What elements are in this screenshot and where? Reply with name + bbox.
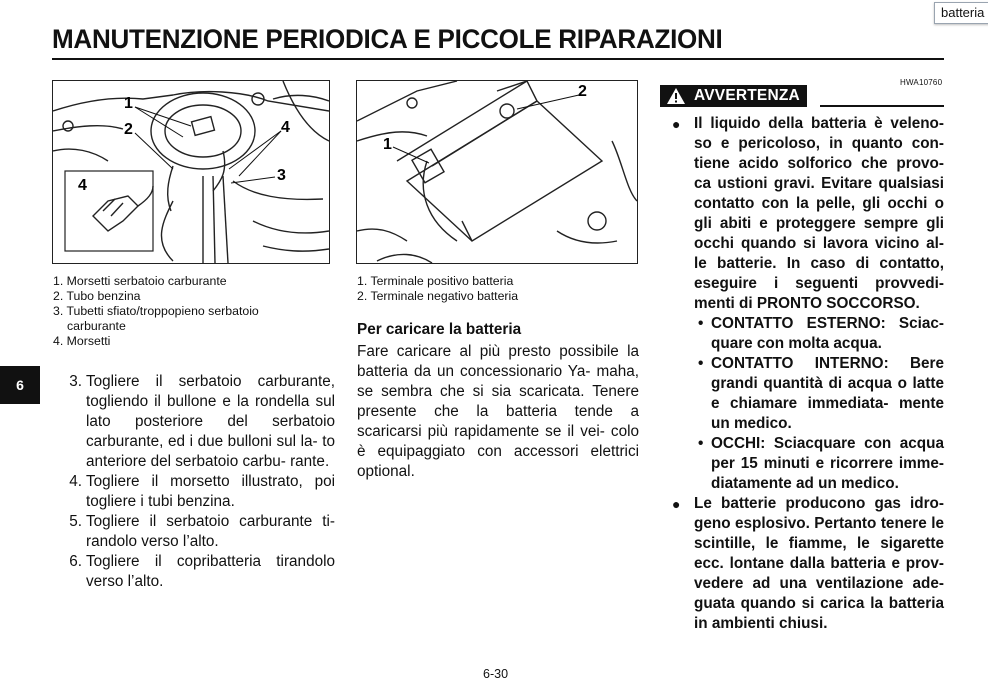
callout-1: 1 (124, 95, 133, 112)
warning-item: ● Il liquido della batteria è veleno- so e pericoloso, in quanto con- tiene acido solforico che provo- ca ustioni gravi. Evitare qualsiasi contatto con la pelle, gli occhi o gli abiti e proteggere sempre gli occhi quando si lavora vicino al- le batterie. In caso di contatto, eseguire i seguenti provvedi- menti di PRONTO SOCCORSO. (672, 115, 944, 312)
callout-3: 3 (277, 167, 286, 184)
step-item: 4. Togliere il morsetto illustrato, poi togliere i tubi benzina. (69, 473, 335, 510)
callout-4: 4 (281, 119, 290, 136)
figure1-caption (53, 274, 333, 349)
warning-subitem: • CONTATTO ESTERNO: Sciac- quare con molta acqua. (698, 315, 944, 352)
charging-heading: Per caricare la batteria (357, 321, 522, 338)
warning-triangle-icon (666, 87, 686, 105)
search-input[interactable]: batteria (934, 2, 988, 24)
bullet-icon: ● (672, 496, 681, 512)
bullet-icon: ● (672, 116, 681, 132)
caption-item: 2. Tubo benzina (53, 289, 141, 303)
page-number: 6-30 (483, 667, 509, 681)
step-item: 3. Togliere il serbatoio carburante, togliendo il bullone e la rondella sul lato posteriore del serbatoio carburante, ed i due bulloni sul la- to anteriore del serbatoio carbu- rante. (69, 373, 335, 470)
battery-figure (356, 80, 638, 264)
caption-item: 1. Morsetti serbatoio carburante (53, 274, 227, 288)
page-title: MANUTENZIONE PERIODICA E PICCOLE RIPARAZIONI (52, 24, 723, 54)
callout-2: 2 (124, 121, 133, 138)
warning-subitem: • OCCHI: Sciacquare con acqua per 15 minuti e ricorrere imme- diatamente ad un medico. (698, 435, 944, 492)
charging-text: Fare caricare al più presto possibile la batteria da un concessionario Ya- maha, se sembra che si sia scaricata. Tenere presente che la batteria tende a scaricarsi più rapidamente se il vei- colo è equipaggiato con accessori elettrici optional. (357, 343, 639, 480)
warning-rule (820, 105, 944, 107)
chapter-tab: 6 (0, 366, 40, 404)
warning-label (660, 85, 807, 107)
warning-label-text: AVVERTENZA (694, 87, 800, 104)
warning-subitems (672, 314, 944, 494)
title-rule (52, 58, 944, 60)
battery-illustration (357, 81, 637, 263)
step-item: 6. Togliere il copribatteria tirandolo verso l’alto. (69, 553, 335, 590)
callout-1: 1 (383, 136, 392, 153)
warning-list (672, 114, 944, 634)
caption-item: 1. Terminale positivo batteria (357, 274, 514, 288)
callout-2: 2 (578, 83, 587, 100)
caption-item: 2. Terminale negativo batteria (357, 289, 519, 303)
fuel-tank-illustration (53, 81, 329, 263)
warning-code: HWA10760 (900, 78, 943, 87)
callout-4-inset: 4 (78, 177, 87, 194)
fuel-tank-figure (52, 80, 330, 264)
warning-item: ● Le batterie producono gas idro- geno esplosivo. Pertanto tenere le scintille, le fiamme, le sigarette ecc. lontane dalla batteria e prov- vedere ad una ventilazione ade- guata quando si carica la batteria in ambienti chiusi. (672, 495, 944, 632)
warning-subitem: • CONTATTO INTERNO: Bere grandi quantità di acqua o latte e chiamare immediata- mente un medico. (698, 355, 944, 432)
figure2-caption (357, 274, 637, 304)
caption-item: 3. Tubetti sfiato/troppopieno serbatoio carburante (53, 304, 259, 333)
procedure-steps (52, 372, 335, 592)
step-item: 5. Togliere il serbatoio carburante ti- randolo verso l’alto. (69, 513, 335, 550)
caption-item: 4. Morsetti (53, 334, 111, 348)
